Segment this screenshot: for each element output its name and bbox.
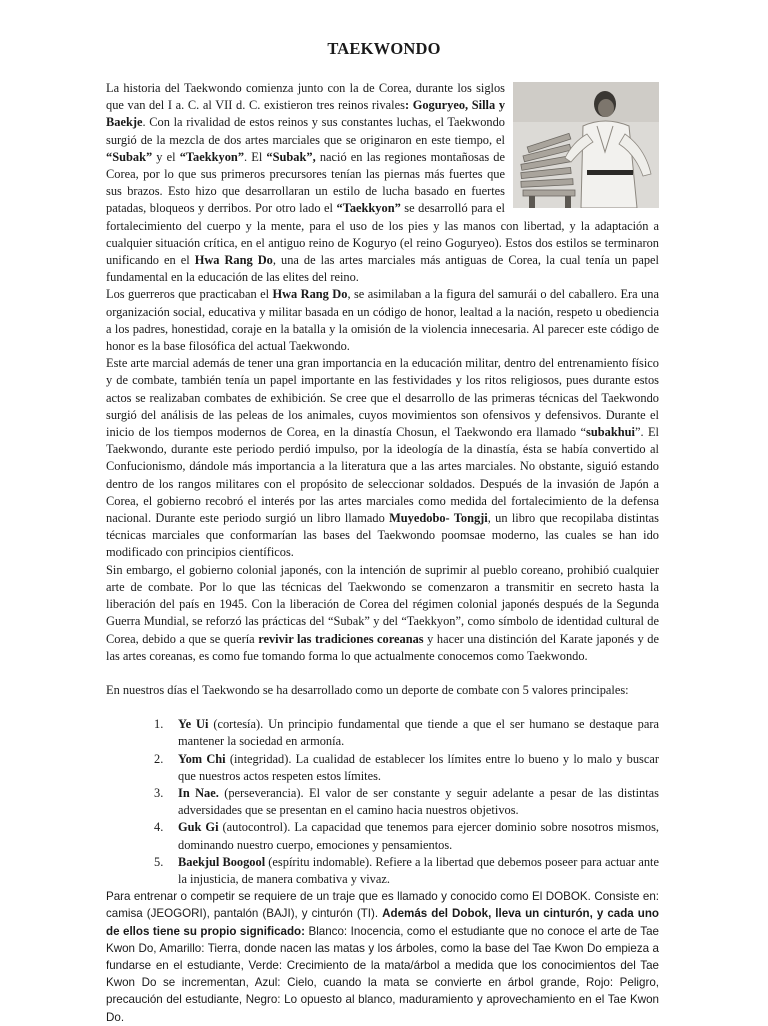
paragraph-dobok: Para entrenar o competir se requiere de un traje que es llamado y conocido como El DOBOK. Consiste en: camisa (JEOGORI), pantalón (BAJI), y cinturón (TI). Además del Dobok, lleva un cinturón, y cada uno de ellos tiene su propio significado: Blanco: Inocencia, como el estudiante que no conoce el arte de Tae Kwon Do, Amarillo: Tierra, donde nacen las matas y los árboles, como la base del Tae Kwon Do empieza a fundarse en el estudiante, Verde: Crecimiento de la mata/árbol a medida que los conocimientos del Tae Kwon Do se incrementan, Azul: Cielo, cuando la mata se convierte en árbol grande, Rojo: Peligro, precaución del estudiante, Negro: Lo opuesto al blanco, maduramiento y aprovechamiento en el Tae Kwon Do. (106, 890, 660, 1024)
paragraph-hwarang: Los guerreros que practicaban el Hwa Rang Do, se asimilaban a la figura del samurái o del caballero. Era una organización social, educativa y militar basada en un código de honor, lealtad a la nación, respeto u obediencia a los padres, honestidad, coraje en la batalla y la omisión de la violencia innecesaria. Al parecer este código de honor es la base filosófica del actual Taekwondo. (106, 287, 659, 354)
taekwondo-breaking-photo (513, 82, 659, 208)
list-item: 4. Guk Gi (autocontrol). La capacidad que tenemos para ejercer dominio sobre nosotros mismos, dominando nuestro cuerpo, emociones y pensamientos. (154, 820, 659, 852)
spacer (106, 699, 659, 716)
spacer (106, 665, 659, 682)
document-body (106, 80, 659, 1026)
list-item: 5. Baekjul Boogool (espíritu indomable). Refiere a la libertad que debemos poseer para actuar ante la injusticia, de manera combativa y vivaz. (154, 854, 660, 886)
paragraph-colonial: Sin embargo, el gobierno colonial japonés, con la intención de suprimir al pueblo coreano, prohibió cualquier arte de combate. Por lo que las técnicas del Taekwondo se comenzaron a transmitir en secreto hasta la liberación del país en 1945. Con la liberación de Corea del régimen colonial japonés después de la Segunda Guerra Mundial, se reforzó las prácticas del “Subak” y del “Taekkyon”, como símbolo de identidad cultural de Corea, debido a que se quería revivir las tradiciones coreanas y hacer una distinción del Karate japonés y de las artes coreanas, es como fue tomando forma lo que actualmente conocemos como Taekwondo. (106, 562, 659, 663)
list-item: 1. Ye Ui (cortesía). Un principio fundamental que tiende a que el ser humano se destaque para mantener la sociedad en armonía. (154, 717, 660, 749)
photo-illustration (513, 82, 659, 208)
paragraph-values-intro: En nuestros días el Taekwondo se ha desarrollado como un deporte de combate con 5 valores principales: (106, 682, 629, 697)
paragraph-history: La historia del Taekwondo comienza junto con la de Corea, durante los siglos que van del I a. C. al VII d. C. existieron tres reinos rivales: Goguryeo, Silla y Baekje. Con la rivalidad de estos reinos y sus constantes luchas, el Taekwondo surgió de la mezcla de dos artes marciales que se originaron en este tiempo, el “Subak” y el “Taekkyon”. El “Subak”, nació en las regiones montañosas de Corea, por lo que sus primeros precursores tenían las piernas más fuertes que sus brazos. Esto hizo que desarrollaran un estilo de lucha basado en fuertes patadas, bloqueos y derribos. Por otro lado el “Taekkyon” se desarrolló para el fortalecimiento del cuerpo y la mente, para el uso de los pies y las manos con libertad, y la adaptación a cualquier situación crítica, en el antiguo reino de Koguryo (el reino Goguryeo). Estos dos estilos se terminaron unificando en el Hwa Rang Do, una de las artes marciales más antiguas de Corea, la cual tenía un papel fundamental en la educación de las elites del reino. (106, 81, 659, 285)
values-list (106, 716, 659, 888)
document-title: TAEKWONDO (327, 39, 441, 58)
paragraph-military: Este arte marcial además de tener una gran importancia en la educación militar, dentro del entrenamiento físico y de combate, también tenía un papel importante en las festividades y los ritos religiosos, pues durante estos actos se realizaban combates de exhibición. Se cree que el desarrollo de las primeras técnicas del Taekwondo surgió del análisis de las peleas de los animales, cuyos movimientos son ofensivos y defensivos. Durante el inicio de los tiempos modernos de Corea, en la dinastía Chosun, el Taekwondo era llamado “subakhui”. El Taekwondo, durante este periodo perdió impulso, por la ideología de la dinastía, ésta se había convertido al Confucionismo, dándole más importancia a la literatura que a las artes marciales. No obstante, siguió estando dentro de los rangos militares con el propósito de seleccionar soldados. Después de la invasión de Japón a Corea, el gobierno recobró el interés por las artes marciales como medida del fortalecimiento de la defensa nacional. Durante este periodo surgió un libro llamado Muyedobo- Tongji, un libro que recopilaba distintas técnicas marciales que conformarían las bases del Taekwondo poomsae moderno, las cuales se han ido modificado con principios científicos. (106, 356, 659, 560)
list-item: 2. Yom Chi (integridad). La cualidad de establecer los límites entre lo bueno y lo malo y buscar que nuestros actos respeten estos límites. (154, 751, 659, 783)
list-item: 3. In Nae. (perseverancia). El valor de ser constante y seguir adelante a pesar de las distintas adversidades que se presentan en el camino hacia nuestros objetivos. (154, 785, 659, 818)
